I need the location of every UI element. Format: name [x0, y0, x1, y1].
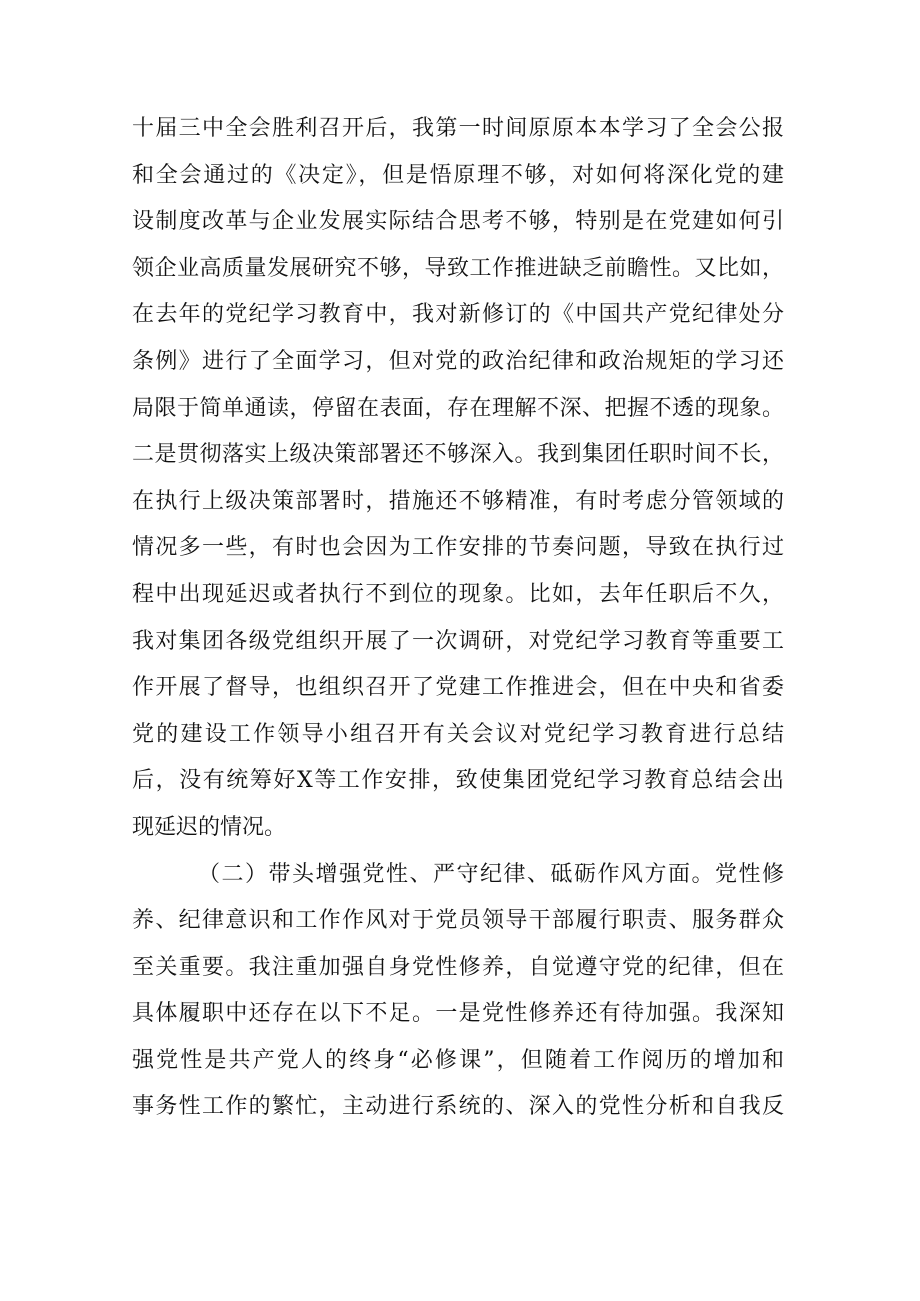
paragraph-1 — [132, 106, 784, 852]
text-line: 强党性是共产党人的终身“必修课”，但随着工作阅历的增加和 — [132, 1047, 784, 1073]
text-line-first: （二）带头增强党性、严守纪律、砥砺作风方面。党性修 — [198, 861, 784, 887]
text-line: 后，没有统筹好X等工作安排，致使集团党纪学习教育总结会出 — [132, 768, 784, 794]
text-line: 程中出现延迟或者执行不到位的现象。比如，去年任职后不久， — [132, 581, 784, 607]
text-line: 党的建设工作领导小组召开有关会议对党纪学习教育进行总结 — [132, 721, 784, 747]
text-line: 情况多一些，有时也会因为工作安排的节奏问题，导致在执行过 — [132, 535, 784, 561]
text-line: 在执行上级决策部署时，措施还不够精准，有时考虑分管领域的 — [132, 488, 784, 514]
text-line: 事务性工作的繁忙，主动进行系统的、深入的党性分析和自我反 — [132, 1094, 784, 1120]
text-line-last: 现延迟的情况。 — [132, 814, 287, 840]
text-line: 至关重要。我注重加强自身党性修养，自觉遵守党的纪律，但在 — [132, 954, 784, 980]
text-line: 在去年的党纪学习教育中，我对新修订的《中国共产党纪律处分 — [132, 302, 784, 328]
text-line: 作开展了督导，也组织召开了党建工作推进会，但在中央和省委 — [132, 675, 784, 701]
document-body — [132, 106, 784, 1131]
paragraph-2 — [132, 852, 784, 1132]
text-line: 条例》进行了全面学习，但对党的政治纪律和政治规矩的学习还 — [132, 348, 784, 374]
text-line: 二是贯彻落实上级决策部署还不够深入。我到集团任职时间不长， — [132, 442, 784, 468]
text-line: 领企业高质量发展研究不够，导致工作推进缺乏前瞻性。又比如， — [132, 255, 784, 281]
text-line: 局限于简单通读，停留在表面，存在理解不深、把握不透的现象。 — [132, 395, 784, 421]
text-line: 我对集团各级党组织开展了一次调研，对党纪学习教育等重要工 — [132, 628, 784, 654]
text-line: 和全会通过的《决定》，但是悟原理不够，对如何将深化党的建 — [132, 162, 784, 188]
text-line: 设制度改革与企业发展实际结合思考不够，特别是在党建如何引 — [132, 209, 784, 235]
text-line: 养、纪律意识和工作作风对于党员领导干部履行职责、服务群众 — [132, 908, 784, 934]
text-line: 十届三中全会胜利召开后，我第一时间原原本本学习了全会公报 — [132, 116, 784, 141]
text-line: 具体履职中还存在以下不足。一是党性修养还有待加强。我深知 — [132, 1001, 784, 1027]
